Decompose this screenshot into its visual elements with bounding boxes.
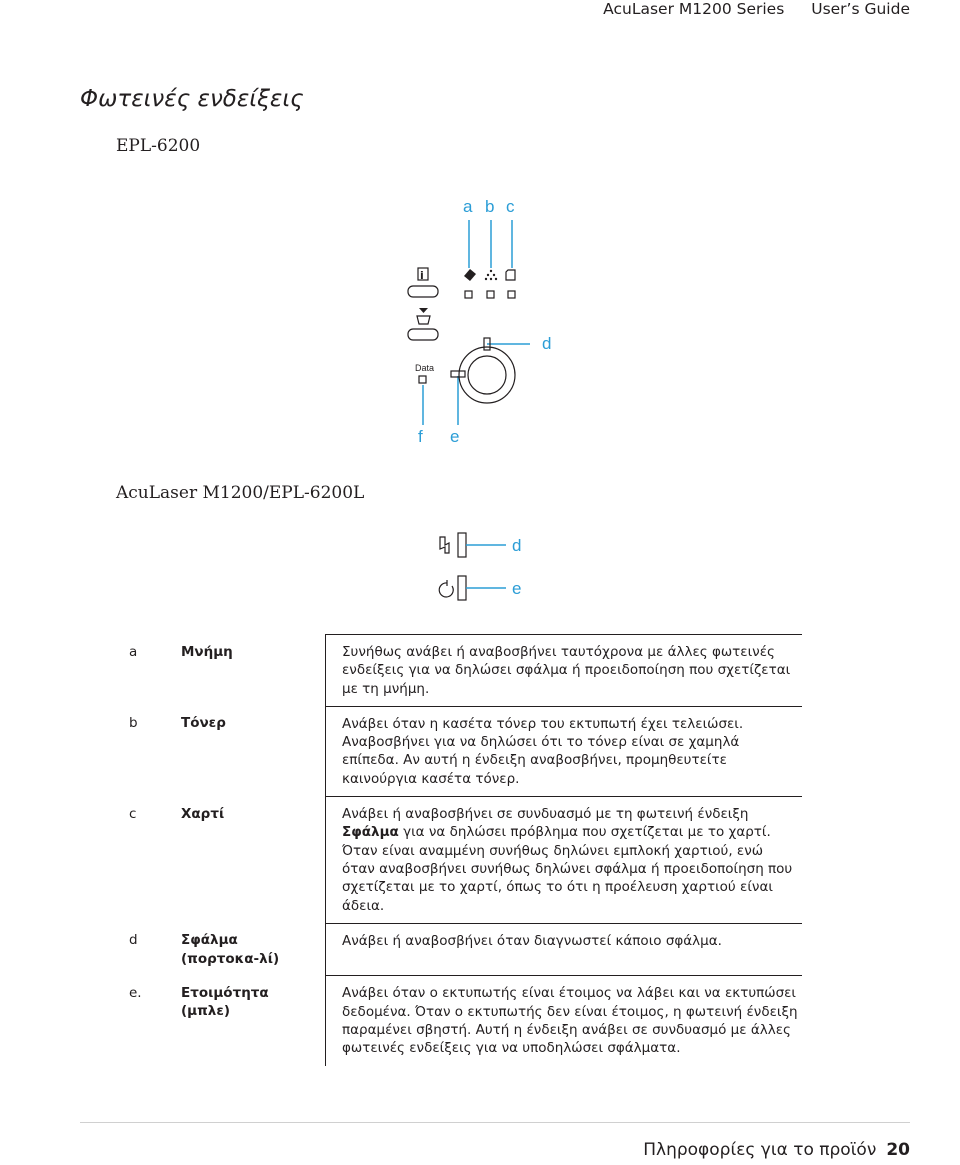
ready-light xyxy=(458,576,466,600)
control-panel-diagram-epl6200 xyxy=(0,0,960,460)
model-label-m1200: AcuLaser M1200/EPL-6200L xyxy=(116,483,365,503)
callout-label-b: b xyxy=(485,197,495,216)
row-description: Ανάβει όταν ο εκτυπωτής είναι έτοιμος να λάβει και να εκτυπώσει δεδομένα. Όταν ο εκτυπωτής δεν είναι έτοιμος, η φωτεινή ένδειξη παραμένει σβηστή. Αυτή η ένδειξη ανάβει σε συνδυασμό με άλλες φωτεινές ενδείξεις για να υποδηλώσει σφάλματα. xyxy=(326,976,803,1066)
row-letter: e. xyxy=(129,984,142,1001)
model-label-epl6200: EPL-6200 xyxy=(116,136,201,156)
row-letter: a xyxy=(129,643,138,660)
cancel-job-icon xyxy=(417,308,430,324)
start-stop-dial-outer xyxy=(459,347,515,403)
data-light-label: Data xyxy=(415,363,435,373)
desc-part: Ανάβει ή αναβοσβήνει σε συνδυασμό με τη φωτεινή ένδειξη xyxy=(342,806,749,823)
header-product: AcuLaser M1200 Series xyxy=(603,0,785,18)
row-letter: c xyxy=(129,805,137,822)
light-descriptions-table xyxy=(116,634,802,1066)
row-letter: d xyxy=(129,932,138,949)
callout-label-d2: d xyxy=(512,536,522,555)
error-icon xyxy=(440,537,449,553)
page-footer xyxy=(643,1140,910,1160)
callout-label-f: f xyxy=(418,427,423,446)
row-description: Συνήθως ανάβει ή αναβοσβήνει ταυτόχρονα με άλλες φωτεινές ενδείξεις για να δηλώσει σφάλμα ή προειδοποίηση που σχετίζεται με τη μνήμη. xyxy=(326,635,803,707)
start-stop-button[interactable] xyxy=(468,356,506,394)
row-name: Χαρτί xyxy=(181,805,225,822)
page-number: 20 xyxy=(886,1140,910,1160)
toner-icon xyxy=(485,270,497,280)
svg-text:i: i xyxy=(420,269,424,282)
row-name: Τόνερ xyxy=(181,715,226,732)
callout-label-c: c xyxy=(506,197,515,216)
table-row xyxy=(116,923,802,976)
footer-divider xyxy=(80,1122,910,1123)
error-keyword: Σφάλμα xyxy=(342,824,399,841)
callout-label-e2: e xyxy=(512,579,522,598)
row-description: Ανάβει ή αναβοσβήνει όταν διαγνωστεί κάποιο σφάλμα. xyxy=(326,923,803,976)
callout-label-e: e xyxy=(450,427,460,446)
callout-label-d: d xyxy=(542,334,552,353)
row-description: Ανάβει όταν η κασέτα τόνερ του εκτυπωτή έχει τελειώσει. Αναβοσβήνει για να δηλώσει ότι το τόνερ είναι σε χαμηλά επίπεδα. Αν αυτή η ένδειξη αναβοσβήνει, προμηθευτείτε καινούργια κασέτα τόνερ. xyxy=(326,706,803,796)
memory-icon xyxy=(464,269,476,281)
row-letter: b xyxy=(129,715,138,732)
information-icon xyxy=(418,268,428,282)
footer-section: Πληροφορίες για το προϊόν xyxy=(643,1140,877,1160)
data-light xyxy=(419,376,426,383)
table-row xyxy=(116,797,802,924)
table-row xyxy=(116,706,802,796)
page-title: Φωτεινές ενδείξεις xyxy=(80,86,304,112)
header-guide: User’s Guide xyxy=(811,0,910,18)
paper-light xyxy=(508,291,515,298)
cancel-job-button[interactable] xyxy=(408,329,438,340)
information-button[interactable] xyxy=(408,286,438,297)
row-name: Ετοιμότητα (μπλε) xyxy=(181,984,269,1020)
row-name: Μνήμη xyxy=(181,643,233,660)
table-row xyxy=(116,976,802,1066)
table-row xyxy=(116,635,802,707)
callout-label-a: a xyxy=(463,197,473,216)
paper-icon xyxy=(506,270,515,280)
ready-icon xyxy=(439,580,453,597)
toner-light xyxy=(487,291,494,298)
error-light xyxy=(458,533,466,557)
desc-part: για να δηλώσει πρόβλημα που σχετίζεται με το χαρτί. Όταν είναι αναμμένη συνήθως δηλώνει εμπλοκή χαρτιού, ενώ όταν αναβοσβήνει συνήθως δηλώνει σφάλμα ή προειδοποίηση που σχετίζεται με το χαρτί, όπως το ότι η προέλευση χαρτιού είναι άδεια. xyxy=(342,824,793,914)
memory-light xyxy=(465,291,472,298)
row-description xyxy=(326,797,803,924)
row-name: Σφάλμα (πορτοκα-λί) xyxy=(181,932,280,967)
